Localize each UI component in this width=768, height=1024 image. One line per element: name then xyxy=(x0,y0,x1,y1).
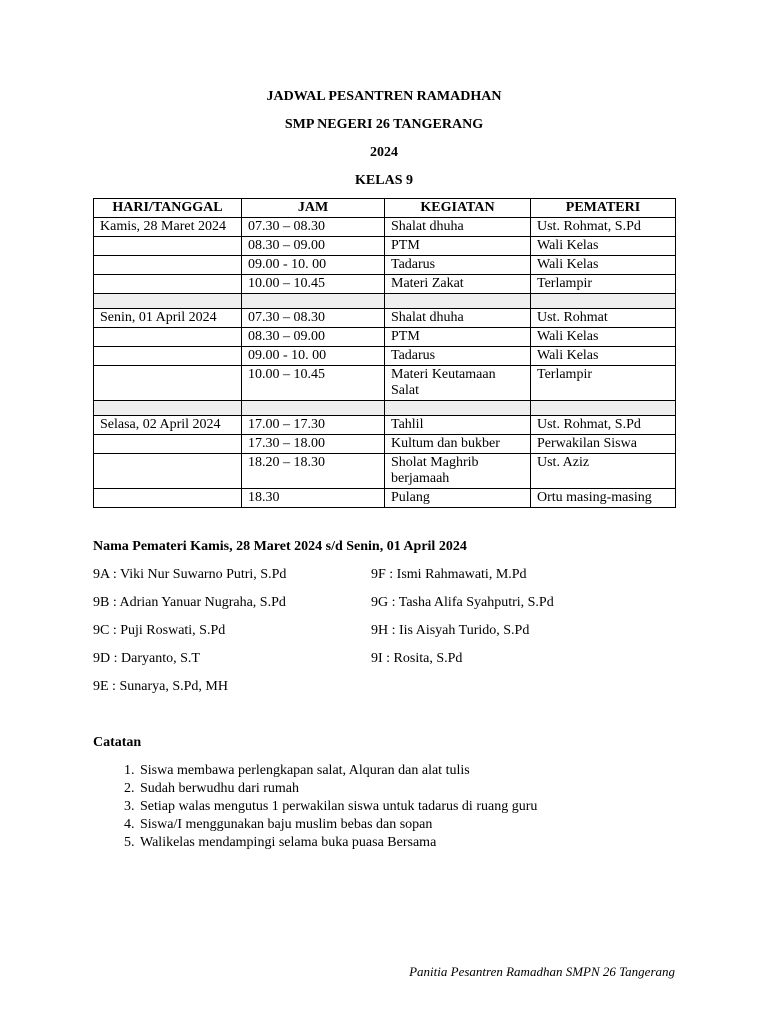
cell-activity: PTM xyxy=(385,328,531,347)
speaker-9c: 9C : Puji Roswati, S.Pd xyxy=(93,623,226,638)
separator-row xyxy=(94,294,676,309)
schedule-table xyxy=(93,198,676,508)
cell-activity: Pulang xyxy=(385,489,531,508)
cell-day: Senin, 01 April 2024 xyxy=(94,309,242,328)
cell-speaker: Terlampir xyxy=(531,366,676,401)
table-row xyxy=(94,237,676,256)
table-row xyxy=(94,489,676,508)
table-row xyxy=(94,416,676,435)
table-row xyxy=(94,454,676,489)
cell-speaker: Wali Kelas xyxy=(531,237,676,256)
cell-day: Selasa, 02 April 2024 xyxy=(94,416,242,435)
cell-time: 18.20 – 18.30 xyxy=(242,454,385,489)
cell-time: 18.30 xyxy=(242,489,385,508)
column-header-day: HARI/TANGGAL xyxy=(94,199,242,218)
cell-activity: Sholat Maghrib berjamaah xyxy=(385,454,531,489)
cell-activity: Tadarus xyxy=(385,256,531,275)
speaker-9i: 9I : Rosita, S.Pd xyxy=(371,651,463,666)
cell-speaker: Ust. Rohmat, S.Pd xyxy=(531,218,676,237)
speaker-9f: 9F : Ismi Rahmawati, M.Pd xyxy=(371,567,527,582)
cell-time: 10.00 – 10.45 xyxy=(242,275,385,294)
speaker-9a: 9A : Viki Nur Suwarno Putri, S.Pd xyxy=(93,567,287,582)
cell-time: 17.30 – 18.00 xyxy=(242,435,385,454)
cell-activity: Kultum dan bukber xyxy=(385,435,531,454)
list-item: 3. Setiap walas mengutus 1 perwakilan siswa untuk tadarus di ruang guru xyxy=(138,798,537,816)
cell-time: 09.00 - 10. 00 xyxy=(242,256,385,275)
cell-speaker: Ortu masing-masing xyxy=(531,489,676,508)
cell-activity: Tadarus xyxy=(385,347,531,366)
table-row xyxy=(94,218,676,237)
cell-time: 08.30 – 09.00 xyxy=(242,328,385,347)
cell-day xyxy=(94,237,242,256)
cell-time: 08.30 – 09.00 xyxy=(242,237,385,256)
speakers-section-title: Nama Pemateri Kamis, 28 Maret 2024 s/d Senin, 01 April 2024 xyxy=(93,539,467,554)
cell-activity: Shalat dhuha xyxy=(385,309,531,328)
cell-time: 07.30 – 08.30 xyxy=(242,309,385,328)
speaker-9b: 9B : Adrian Yanuar Nugraha, S.Pd xyxy=(93,595,286,610)
table-row xyxy=(94,275,676,294)
notes-title: Catatan xyxy=(93,735,142,750)
speaker-9d: 9D : Daryanto, S.T xyxy=(93,651,200,666)
table-header-row xyxy=(94,199,676,218)
cell-time: 07.30 – 08.30 xyxy=(242,218,385,237)
cell-day xyxy=(94,454,242,489)
cell-time: 09.00 - 10. 00 xyxy=(242,347,385,366)
speaker-9e: 9E : Sunarya, S.Pd, MH xyxy=(93,679,228,694)
footer-signature: Panitia Pesantren Ramadhan SMPN 26 Tangerang xyxy=(409,964,675,979)
speaker-9g: 9G : Tasha Alifa Syahputri, S.Pd xyxy=(371,595,554,610)
notes-list xyxy=(93,762,537,852)
list-item: 2. Sudah berwudhu dari rumah xyxy=(138,780,537,798)
table-row xyxy=(94,347,676,366)
cell-speaker: Ust. Aziz xyxy=(531,454,676,489)
cell-activity: Materi Keutamaan Salat xyxy=(385,366,531,401)
table-row xyxy=(94,328,676,347)
cell-time: 10.00 – 10.45 xyxy=(242,366,385,401)
cell-activity: Tahlil xyxy=(385,416,531,435)
table-row xyxy=(94,309,676,328)
table-row xyxy=(94,366,676,401)
cell-activity: Materi Zakat xyxy=(385,275,531,294)
column-header-activity: KEGIATAN xyxy=(385,199,531,218)
cell-day xyxy=(94,435,242,454)
cell-day xyxy=(94,347,242,366)
cell-time: 17.00 – 17.30 xyxy=(242,416,385,435)
cell-speaker: Perwakilan Siswa xyxy=(531,435,676,454)
cell-activity: PTM xyxy=(385,237,531,256)
cell-day: Kamis, 28 Maret 2024 xyxy=(94,218,242,237)
cell-speaker: Ust. Rohmat xyxy=(531,309,676,328)
cell-activity: Shalat dhuha xyxy=(385,218,531,237)
cell-speaker: Terlampir xyxy=(531,275,676,294)
cell-day xyxy=(94,256,242,275)
title-line-1: JADWAL PESANTREN RAMADHAN xyxy=(266,89,502,104)
cell-day xyxy=(94,489,242,508)
cell-speaker: Ust. Rohmat, S.Pd xyxy=(531,416,676,435)
cell-speaker: Wali Kelas xyxy=(531,328,676,347)
list-item: 4. Siswa/I menggunakan baju muslim bebas dan sopan xyxy=(138,816,537,834)
column-header-time: JAM xyxy=(242,199,385,218)
table-row xyxy=(94,435,676,454)
list-item: 5. Walikelas mendampingi selama buka puasa Bersama xyxy=(138,834,537,852)
cell-speaker: Wali Kelas xyxy=(531,347,676,366)
cell-day xyxy=(94,275,242,294)
separator-row xyxy=(94,401,676,416)
cell-day xyxy=(94,366,242,401)
column-header-speaker: PEMATERI xyxy=(531,199,676,218)
cell-speaker: Wali Kelas xyxy=(531,256,676,275)
title-year: 2024 xyxy=(370,145,398,160)
list-item: 1. Siswa membawa perlengkapan salat, Alquran dan alat tulis xyxy=(138,762,537,780)
title-class: KELAS 9 xyxy=(355,173,413,188)
title-line-2: SMP NEGERI 26 TANGERANG xyxy=(284,117,484,132)
speaker-9h: 9H : Iis Aisyah Turido, S.Pd xyxy=(371,623,530,638)
table-row xyxy=(94,256,676,275)
cell-day xyxy=(94,328,242,347)
